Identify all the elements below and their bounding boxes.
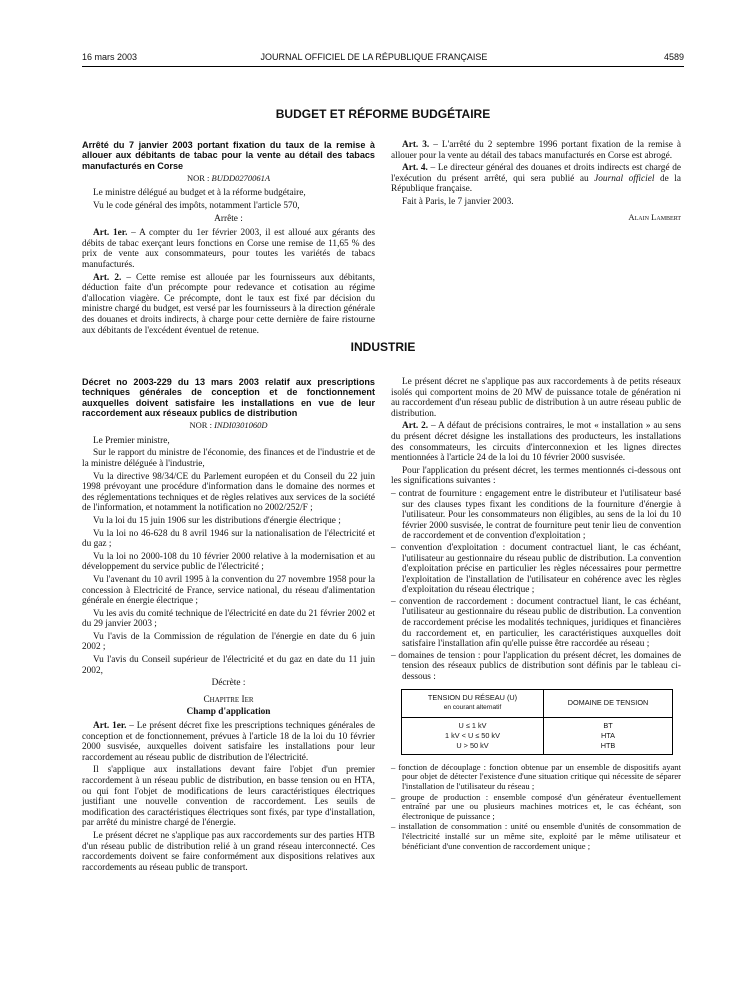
- decret-art1-p3: Le présent décret ne s'applique pas aux raccordements sur des parties HTB d'un réseau public de distribution relié à un grand réseau interconnecté. Ces raccordements doivent se faire conformément aux dispositions relatives aux raccordements au réseau public de transport.: [82, 830, 375, 873]
- decret-column-right: [391, 377, 681, 853]
- section-heading-industrie: INDUSTRIE: [350, 340, 416, 354]
- arrete-nor: NOR : BUDD0270061A: [186, 172, 271, 183]
- decret-decrete: Décrète :: [211, 678, 246, 689]
- arrete-art3: Art. 3. – L'arrêté du 2 septembre 1996 portant fixation de la remise à allouer pour la vente au détail des tabacs manufacturés en Corse est abrogé.: [391, 140, 681, 161]
- arrete-fait: Fait à Paris, le 7 janvier 2003.: [402, 196, 514, 207]
- decret-art1: Art. 1er. – Le présent décret fixe les prescriptions techniques générales de conception et de fonctionnement, prévues à l'article 18 de la loi du 10 février 2000 susvisée, auxquelles doivent satisfaire les installations pour leur raccordement au réseau public de distribution de l'électricité.: [82, 721, 375, 763]
- voltage-table: [401, 689, 673, 755]
- voltage-table-tension-cell: U ≤ 1 kV 1 kV < U ≤ 50 kV U > 50 kV: [402, 717, 544, 754]
- definition-item: – fonction de découplage : fonction obtenue par un ensemble de dispositifs ayant pour objet de détecter l'existence d'une situation critique qui nécessite de séparer l'installation de l'utilisateur du réseau ;: [391, 763, 681, 792]
- definition-item: – installation de consommation : unité ou ensemble d'unités de consommation de l'électricité installé sur un même site, exploité par le même utilisateur et bénéficiant d'une convention de raccordement unique ;: [391, 822, 681, 851]
- arrete-art4: Art. 4. – Le directeur général des douanes et droits indirects est chargé de l'exécution du présent arrêté, qui sera publié au Journal officiel de la République française.: [391, 163, 681, 195]
- arrete-art2: Art. 2. – Cette remise est allouée par les fournisseurs aux débitants, déduction faite d'un précompte pour redevance et cotisation au régime d'allocation viagère. Ce précompte, dont le taux est fixé par décision du ministre chargé du budget, est versé par les fournisseurs à la direction générale des douanes et droits indirects, à charge pour cette dernière de faire ristourne aux débitants de l'excédent éventuel de retenue.: [82, 272, 376, 336]
- arrete-title: Arrêté du 7 janvier 2003 portant fixation du taux de la remise à allouer aux débitants de tabac pour la vente au détail des tabacs manufacturés en Corse: [82, 140, 375, 171]
- header-rule: [82, 66, 684, 67]
- arrete-signature: Alain Lambert: [628, 211, 681, 222]
- definitions-list: [391, 489, 681, 683]
- definition-item: – convention de raccordement : document contractuel liant, le cas échéant, l'utilisateur au gestionnaire du réseau public de distribution. La convention de raccordement précise les modalités techniques, juridiques et financières du raccordement et, en particulier, les caractéristiques auxquelles doit satisfaire l'installation afin qu'elle puisse être raccordée au réseau ;: [391, 597, 681, 650]
- decret-column-left: [82, 377, 375, 875]
- decret-visa: Vu la directive 98/34/CE du Parlement européen et du Conseil du 22 juin 1998 prévoyant une procédure d'information dans le domaine des normes et des réglementations techniques et de règles relatives aux services de la société de l'information, et notamment la notification no 2002/252/F ;: [82, 471, 375, 514]
- decret-art1-p2: Il s'applique aux installations devant faire l'objet d'un premier raccordement à un réseau public de distribution, en basse tension ou en HTA, ou qui font l'objet de modifications de leurs caractéristiques électriques justifiant une nouvelle convention de raccordement. Les seuils de modification des caractéristiques électriques sont fixés, par type d'installation, par arrêté du ministre chargé de l'énergie.: [82, 765, 375, 829]
- header-journal-title: JOURNAL OFFICIEL DE LA RÉPUBLIQUE FRANÇAISE: [260, 52, 488, 62]
- decret-visa: Vu l'avis de la Commission de régulation de l'énergie en date du 6 juin 2002 ;: [82, 631, 375, 653]
- arrete-column-left: [82, 140, 375, 338]
- decret-title: Décret no 2003-229 du 13 mars 2003 relatif aux prescriptions techniques générales de conception et de fonctionnement auxquelles doivent satisfaire les installations en vue de leur raccordement aux réseaux publics de distribution: [82, 377, 375, 418]
- arrete-art1: Art. 1er. – A compter du 1er février 2003, il est alloué aux gérants des débits de tabac exerçant leurs fonctions en Corse une remise de 11,65 % des prix de vente aux consommateurs, pour toutes les variétés de tabacs manufacturés.: [82, 228, 375, 271]
- arrete-minister: Le ministre délégué au budget et à la réforme budgétaire,: [93, 188, 306, 199]
- decret-visa: Sur le rapport du ministre de l'économie, des finances et de l'industrie et de la ministre déléguée à l'industrie,: [82, 448, 375, 469]
- voltage-table-domaine-cell: BT HTA HTB: [544, 717, 673, 754]
- decret-art2-p2: Pour l'application du présent décret, les termes mentionnés ci-dessous ont les significations suivantes :: [391, 465, 681, 487]
- arrete-vu: Vu le code général des impôts, notamment l'article 570,: [93, 201, 300, 212]
- decret-visa: Vu l'avenant du 10 avril 1995 à la convention du 27 novembre 1958 pour la concession à Electricité de France, service national, du réseau d'alimentation générale en énergie électrique ;: [82, 574, 375, 607]
- chapter-heading: Chapitre Ier: [203, 694, 254, 705]
- header-date: 16 mars 2003: [82, 52, 138, 62]
- decret-visa: Vu les avis du comité technique de l'électricité en date du 21 février 2002 et du 29 janvier 2003 ;: [82, 608, 375, 630]
- voltage-table-header-domaine: DOMAINE DE TENSION: [544, 689, 673, 717]
- definition-item: – groupe de production : ensemble composé d'un générateur éventuellement entraîné par une ou plusieurs machines motrices et, le cas échéant, son électronique de puissance ;: [391, 793, 681, 822]
- decret-visa: Vu la loi du 15 juin 1906 sur les distributions d'énergie électrique ;: [93, 515, 341, 526]
- decret-visa: Vu l'avis du Conseil supérieur de l'électricité et du gaz en date du 11 juin 2002,: [82, 655, 375, 676]
- header-page-number: 4589: [663, 52, 684, 62]
- definition-item: – domaines de tension : pour l'application du présent décret, les domaines de tension des réseaux publics de distribution sont définis par le tableau ci-dessous :: [391, 651, 681, 683]
- definitions-list-continued: [391, 763, 681, 851]
- arrete-column-right: [391, 140, 681, 222]
- definition-item: – contrat de fourniture : engagement entre le distributeur et l'utilisateur basé sur des clauses types fixant les conditions de la fourniture d'énergie à l'utilisateur. Pour les consommateurs non éligibles, au sens de la loi du 10 février 2000 susvisée, le contrat de fourniture peut tenir lieu de convention de raccordement et de convention d'exploitation ;: [391, 489, 681, 542]
- arrete-arrete: Arrête :: [214, 213, 243, 224]
- chapter-title: Champ d'application: [186, 707, 271, 718]
- section-heading-budget: BUDGET ET RÉFORME BUDGÉTAIRE: [275, 107, 491, 121]
- decret-art1-p4: Le présent décret ne s'applique pas aux raccordements à de petits réseaux isolés qui comportent moins de 20 MW de puissance totale de génération ni au raccordement d'un réseau public de distribution à un autre réseau public de distribution.: [391, 377, 681, 419]
- decret-visa: Le Premier ministre,: [93, 435, 170, 446]
- decret-art2: Art. 2. – A défaut de précisions contraires, le mot « installation » au sens du présent décret désigne les installations des producteurs, les installations des consommateurs, les circuits d'interconnexion et les lignes directes mentionnées à l'article 24 de la loi du 10 février 2000 susvisée.: [391, 421, 681, 464]
- definition-item: – convention d'exploitation : document contractuel liant, le cas échéant, l'utilisateur au gestionnaire du réseau public de distribution. La convention d'exploitation précise en particulier les règles nécessaires pour permettre l'exploitation de l'installation de l'utilisateur en cohérence avec les règles d'exploitation du réseau électrique ;: [391, 543, 681, 596]
- decret-visa: Vu la loi no 2000-108 du 10 février 2000 relative à la modernisation et au développement du service public de l'électricité ;: [82, 551, 375, 573]
- decret-nor: NOR : INDI0301060D: [189, 420, 268, 431]
- voltage-table-header-tension: TENSION DU RÉSEAU (U) en courant alternatif: [402, 689, 544, 717]
- decret-visa: Vu la loi no 46-628 du 8 avril 1946 sur la nationalisation de l'électricité et du gaz ;: [82, 528, 375, 550]
